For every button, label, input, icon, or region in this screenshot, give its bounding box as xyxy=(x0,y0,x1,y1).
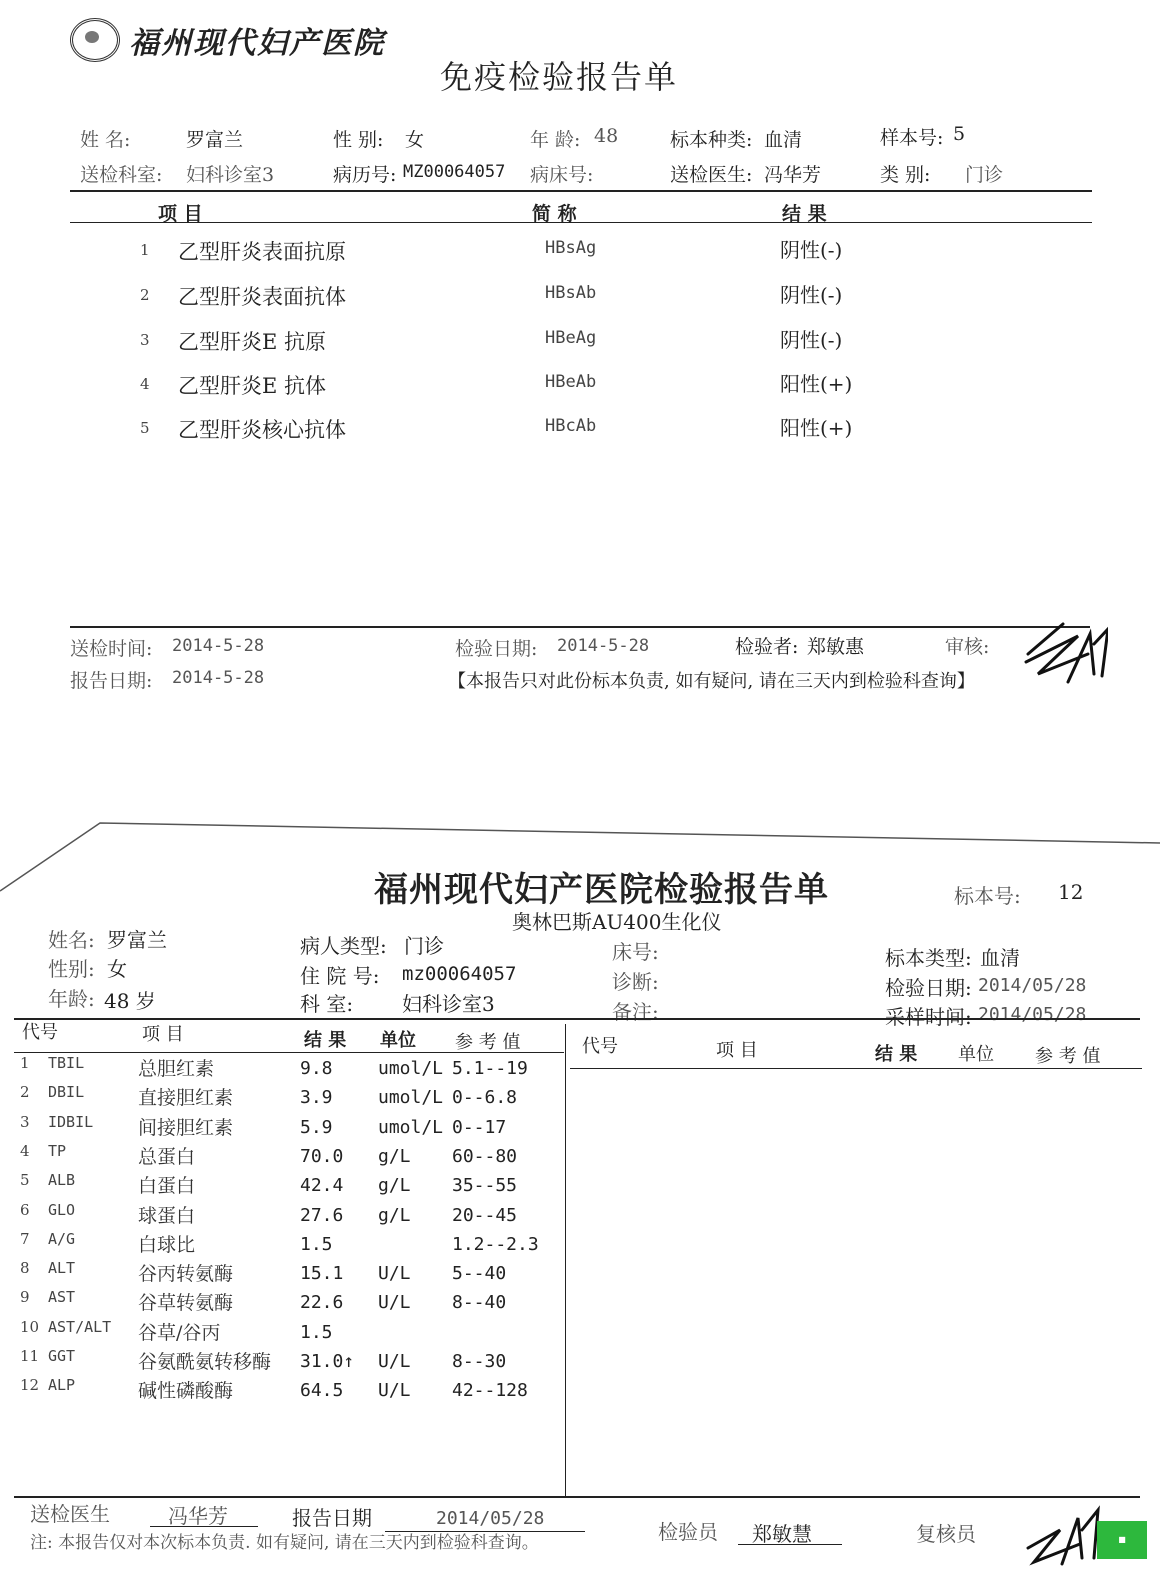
report-date-value: 2014/05/28 xyxy=(436,1508,545,1529)
tester-underline xyxy=(738,1544,842,1545)
row-no: 10 xyxy=(20,1317,40,1336)
row-name: 谷丙转氨酶 xyxy=(138,1263,234,1286)
row-code: DBIL xyxy=(48,1083,85,1102)
row-name: 碱性磷酸酶 xyxy=(138,1380,234,1403)
type-label: 类 别: xyxy=(880,164,931,186)
row-no: 7 xyxy=(20,1229,30,1248)
remark-label: 备注: xyxy=(612,1000,659,1024)
sample-no-value: 12 xyxy=(1058,880,1084,904)
flower-logo-icon xyxy=(70,18,120,62)
reviewer-label: 复核员 xyxy=(916,1522,976,1546)
row-name: 白蛋白 xyxy=(138,1175,196,1198)
item-abbr: HBcAb xyxy=(545,416,597,436)
col-code-header: 代号 xyxy=(22,1022,58,1043)
sample-no-label: 样本号: xyxy=(880,127,944,149)
row-result: 42.4 xyxy=(300,1175,344,1197)
item-name: 乙型肝炎表面抗体 xyxy=(178,285,346,309)
row-code: IDBIL xyxy=(48,1112,94,1131)
patient-name: 罗富兰 xyxy=(107,928,167,952)
row-name: 谷氨酰氨转移酶 xyxy=(138,1351,272,1373)
row-code: ALT xyxy=(48,1259,76,1278)
row-result: 70.0 xyxy=(300,1145,344,1167)
reviewer-signature xyxy=(1020,1500,1100,1570)
doctor-value: 冯华芳 xyxy=(764,164,822,186)
row-no: 11 xyxy=(20,1347,40,1365)
row-unit: umol/L xyxy=(378,1116,444,1138)
specimen-label: 标本种类: xyxy=(670,129,753,151)
column-header-divider xyxy=(70,222,1092,223)
sample-time-label: 采样时间: xyxy=(885,1005,972,1029)
report-title: 免疫检验报告单 xyxy=(440,58,679,96)
row-unit: umol/L xyxy=(378,1058,444,1079)
item-abbr: HBeAb xyxy=(545,372,597,392)
col-item-header-right: 项 目 xyxy=(716,1040,758,1061)
row-code: AST xyxy=(48,1288,76,1307)
col-code-header-right: 代号 xyxy=(582,1036,618,1057)
row-ref: 1.2--2.3 xyxy=(452,1233,539,1255)
tester-value: 郑敏惠 xyxy=(807,636,865,658)
hospital-name: 福州现代妇产医院 xyxy=(129,26,386,61)
item-name: 乙型肝炎表面抗原 xyxy=(178,240,346,264)
row-no: 8 xyxy=(20,1259,30,1278)
reviewer-signature xyxy=(1018,614,1108,688)
row-result: 9.8 xyxy=(300,1058,333,1079)
col-item-header: 项 目 xyxy=(142,1024,184,1045)
tester-value: 郑敏慧 xyxy=(752,1522,812,1546)
row-no: 2 xyxy=(20,1083,30,1102)
row-name: 间接胆红素 xyxy=(138,1116,234,1139)
row-no: 12 xyxy=(20,1376,40,1395)
diagnosis-label: 诊断: xyxy=(612,970,659,994)
row-no: 6 xyxy=(20,1200,30,1219)
table-bottom-line xyxy=(14,1496,1140,1498)
col-ref-header: 参 考 值 xyxy=(455,1032,521,1053)
item-abbr: HBeAg xyxy=(545,328,597,348)
header-divider xyxy=(70,190,1092,192)
specimen-label: 标本类型: xyxy=(885,946,972,970)
row-ref: 5--40 xyxy=(452,1263,507,1285)
hospital-logo xyxy=(70,18,385,62)
row-result: 3.9 xyxy=(300,1087,333,1109)
row-result: 31.0↑ xyxy=(300,1351,355,1372)
report-title: 福州现代妇产医院检验报告单 xyxy=(374,870,829,910)
send-time-label: 送检时间: xyxy=(70,638,153,660)
tester-label: 检验员 xyxy=(658,1520,718,1544)
row-unit: g/L xyxy=(378,1204,411,1226)
patient-age: 48 岁 xyxy=(104,989,156,1013)
disclaimer-note: 【本报告只对此份标本负责, 如有疑问, 请在三天内到检验科查询】 xyxy=(448,671,975,692)
item-result: 阴性(-) xyxy=(780,238,843,262)
row-ref: 35--55 xyxy=(452,1175,518,1197)
item-name: 乙型肝炎核心抗体 xyxy=(178,418,346,442)
tester-label: 检验者: xyxy=(735,636,799,658)
row-ref: 5.1--19 xyxy=(452,1058,528,1079)
row-ref: 0--6.8 xyxy=(452,1087,518,1109)
row-result: 22.6 xyxy=(300,1292,344,1314)
patient-type-label: 病人类型: xyxy=(300,934,387,958)
report-date-label: 报告日期 xyxy=(292,1506,372,1530)
row-code: A/G xyxy=(48,1229,76,1248)
doctor-label: 送检医生 xyxy=(30,1502,110,1526)
bed-label: 病床号: xyxy=(530,164,594,186)
row-code: GLO xyxy=(48,1200,76,1219)
age-label: 年龄: xyxy=(48,987,95,1011)
dept-value: 妇科诊室3 xyxy=(402,992,495,1016)
row-name: 白球比 xyxy=(138,1233,196,1256)
col-result-header-right: 结 果 xyxy=(875,1044,918,1065)
item-result: 阳性(+) xyxy=(780,372,853,396)
table-header-line-right xyxy=(570,1068,1142,1069)
row-unit: U/L xyxy=(378,1351,411,1372)
row-no: 3 xyxy=(20,1112,30,1131)
row-unit: U/L xyxy=(378,1263,411,1285)
instrument-name: 奥林巴斯AU400生化仪 xyxy=(512,910,722,934)
col-unit-header-right: 单位 xyxy=(958,1044,994,1065)
row-name: 总胆红素 xyxy=(138,1058,215,1080)
doctor-underline xyxy=(150,1526,258,1527)
table-column-divider xyxy=(565,1024,566,1496)
footer-divider xyxy=(70,626,1090,628)
row-no: 5 xyxy=(20,1171,30,1190)
item-result: 阴性(-) xyxy=(780,283,843,307)
item-result: 阴性(-) xyxy=(780,328,843,352)
name-label: 姓名: xyxy=(48,928,95,952)
inpatient-label: 住 院 号: xyxy=(300,964,380,988)
row-result: 1.5 xyxy=(300,1321,333,1343)
row-result: 27.6 xyxy=(300,1204,344,1226)
dept-label: 送检科室: xyxy=(80,164,163,186)
doctor-label: 送检医生: xyxy=(670,164,753,186)
row-code: TP xyxy=(48,1141,67,1160)
bed-label: 床号: xyxy=(612,940,659,964)
row-ref: 8--30 xyxy=(452,1351,507,1372)
age-label: 年 龄: xyxy=(530,129,581,151)
row-name: 球蛋白 xyxy=(138,1204,196,1227)
report-date-value: 2014-5-28 xyxy=(172,668,265,688)
col-unit-header: 单位 xyxy=(380,1030,416,1051)
row-no: 1 xyxy=(20,1054,30,1072)
row-result: 15.1 xyxy=(300,1263,344,1285)
dept-value: 妇科诊室3 xyxy=(186,164,275,186)
dept-label: 科 室: xyxy=(300,992,354,1016)
row-ref: 20--45 xyxy=(452,1204,518,1226)
item-no: 1 xyxy=(140,241,150,259)
row-ref: 0--17 xyxy=(452,1116,507,1138)
item-no: 3 xyxy=(140,331,150,349)
row-result: 5.9 xyxy=(300,1116,333,1138)
row-name: 总蛋白 xyxy=(138,1145,196,1168)
row-result: 1.5 xyxy=(300,1233,333,1255)
specimen-value: 血清 xyxy=(764,129,803,151)
row-ref: 42--128 xyxy=(452,1380,528,1402)
sample-no-label: 标本号: xyxy=(954,884,1021,908)
sample-no-value: 5 xyxy=(953,123,966,145)
watermark-stamp: ■ xyxy=(1097,1521,1147,1559)
row-unit: g/L xyxy=(378,1145,411,1167)
type-value: 门诊 xyxy=(965,164,1004,186)
col-item-header: 项 目 xyxy=(158,203,203,225)
patient-sex: 女 xyxy=(107,957,127,981)
name-label: 姓 名: xyxy=(80,129,131,151)
test-date-label: 检验日期: xyxy=(885,976,972,1000)
item-name: 乙型肝炎E 抗体 xyxy=(178,374,327,398)
reviewer-label: 审核: xyxy=(945,636,990,658)
col-result-header: 结 果 xyxy=(782,203,827,225)
item-no: 4 xyxy=(140,375,150,393)
item-name: 乙型肝炎E 抗原 xyxy=(178,330,327,354)
patient-name: 罗富兰 xyxy=(186,129,244,151)
inpatient-value: mz00064057 xyxy=(402,963,517,985)
col-abbr-header: 简 称 xyxy=(532,203,577,225)
row-code: TBIL xyxy=(48,1054,85,1072)
col-ref-header-right: 参 考 值 xyxy=(1035,1046,1101,1067)
row-no: 4 xyxy=(20,1141,30,1160)
sex-label: 性 别: xyxy=(333,129,384,151)
row-name: 直接胆红素 xyxy=(138,1087,234,1110)
send-time-value: 2014-5-28 xyxy=(172,636,265,656)
row-unit: U/L xyxy=(378,1380,411,1402)
item-abbr: HBsAg xyxy=(545,238,597,258)
row-ref: 60--80 xyxy=(452,1145,518,1167)
patient-type-value: 门诊 xyxy=(404,934,444,958)
row-name: 谷草/谷丙 xyxy=(138,1321,221,1344)
row-name: 谷草转氨酶 xyxy=(138,1292,234,1315)
item-abbr: HBsAb xyxy=(545,283,597,303)
disclaimer-note: 注: 本报告仅对本次标本负责. 如有疑问, 请在三天内到检验科查询。 xyxy=(30,1533,539,1553)
doctor-value: 冯华芳 xyxy=(168,1504,228,1528)
sex-label: 性别: xyxy=(48,957,95,981)
row-code: GGT xyxy=(48,1347,76,1365)
row-unit: umol/L xyxy=(378,1087,444,1109)
record-value: MZ00064057 xyxy=(403,162,506,182)
sample-time-value: 2014/05/28 xyxy=(978,1004,1087,1025)
test-date-label: 检验日期: xyxy=(455,638,538,660)
row-code: ALB xyxy=(48,1171,76,1190)
specimen-value: 血清 xyxy=(980,946,1020,970)
patient-age: 48 xyxy=(594,125,619,147)
row-code: AST/ALT xyxy=(48,1317,112,1336)
item-no: 5 xyxy=(140,419,150,437)
item-result: 阳性(+) xyxy=(780,416,853,440)
report-date-label: 报告日期: xyxy=(70,670,153,692)
test-date-value: 2014/05/28 xyxy=(978,975,1087,996)
col-result-header: 结 果 xyxy=(304,1030,347,1051)
record-label: 病历号: xyxy=(333,164,397,186)
patient-sex: 女 xyxy=(405,129,425,151)
row-code: ALP xyxy=(48,1376,76,1395)
item-no: 2 xyxy=(140,286,150,304)
row-result: 64.5 xyxy=(300,1380,344,1402)
row-ref: 8--40 xyxy=(452,1292,507,1314)
row-no: 9 xyxy=(20,1288,30,1307)
row-unit: U/L xyxy=(378,1292,411,1314)
row-unit: g/L xyxy=(378,1175,411,1197)
test-date-value: 2014-5-28 xyxy=(557,636,650,656)
